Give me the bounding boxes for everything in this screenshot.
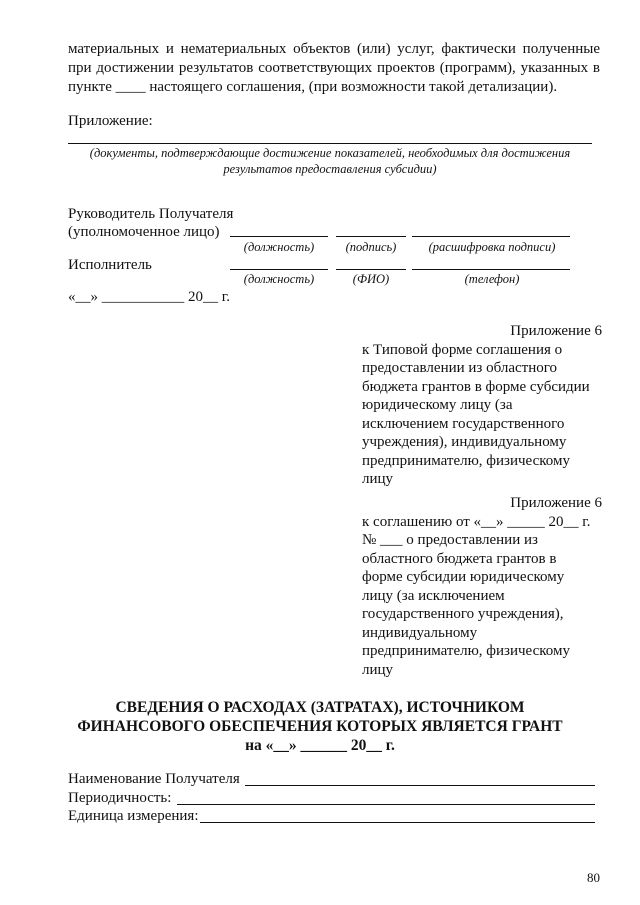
head-signature-line [336,236,406,237]
annex-agreement-line: № ___ о предоставлении из [362,532,538,548]
annex-typical-line: предоставлении из областного [362,360,558,376]
head-decoding-line [412,236,570,237]
report-title-date: на «__» ______ 20__ г. [245,737,395,754]
annex-typical-line: учреждения), индивидуальному [362,434,567,450]
executor-phone-line [412,269,570,270]
annex-agreement-block [362,494,602,679]
position-caption: (должность) [243,240,315,254]
intro-line-3: пункте ____ настоящего соглашения, (при возможности такой детализации). [68,79,558,95]
executor-position-caption: (должность) [243,272,315,286]
annex-agreement-line: государственного учреждения), [362,606,564,622]
attachment-note-line-1: (документы, подтверждающие достижение показателей, необходимых для достижения [89,146,571,160]
executor-position-line [230,269,328,270]
attachment-note-line-2: результатов предоставления субсидии) [223,162,437,176]
annex-agreement-line: лицу (за исключением [362,587,505,604]
annex-typical-line: лицу [362,471,394,487]
report-title-line-2: ФИНАНСОВОГО ОБЕСПЕЧЕНИЯ КОТОРЫХ ЯВЛЯЕТСЯ ГРАНТ [77,718,563,735]
decoding-caption: (расшифровка подписи) [428,240,556,254]
annex-agreement-line: предпринимателю, физическому [362,643,570,659]
annex-agreement-title: Приложение 6 [510,495,602,511]
signature-caption: (подпись) [345,240,397,254]
head-label-line-2: (уполномоченное лицо) [68,224,220,240]
intro-line-1: материальных и нематериальных объектов (или) услуг, фактически полученные [68,41,600,57]
periodicity-label: Периодичность: [68,790,172,806]
report-title-line-1: СВЕДЕНИЯ О РАСХОДАХ (ЗАТРАТАХ), ИСТОЧНИКОМ [115,699,525,716]
head-label-line-1: Руководитель Получателя [68,206,234,222]
annex-typical-line: к Типовой форме соглашения о [362,341,563,358]
phone-caption: (телефон) [464,272,520,286]
periodicity-field-line [177,804,595,805]
annex-typical-line: исключением государственного [362,415,565,432]
unit-field-line [200,822,595,823]
unit-label: Единица измерения: [68,808,199,824]
annex-typical-line: юридическому лицу (за [362,397,513,413]
annex-typical-line: предпринимателю, физическому [362,452,570,469]
annex-agreement-line: областного бюджета грантов в [362,550,557,567]
attachment-label: Приложение: [68,113,153,129]
annex-typical-title: Приложение 6 [510,323,602,339]
annex-agreement-line: форме субсидии юридическому [362,569,565,585]
executor-label: Исполнитель [68,257,152,273]
attachment-underline [68,143,592,144]
fio-caption: (ФИО) [352,272,390,286]
annex-typical-block [362,322,602,489]
annex-agreement-line: к соглашению от «__» _____ 20__ г. [362,513,591,530]
recipient-label: Наименование Получателя [68,771,240,787]
page-number: 80 [587,870,600,885]
signature-date: «__» ___________ 20__ г. [68,289,230,305]
intro-line-2: при достижении результатов соответствующих проектов (программ), указанных в [68,60,600,76]
annex-agreement-line: лицу [362,661,394,678]
recipient-field-line [245,785,595,786]
executor-fio-line [336,269,406,270]
head-position-line [230,236,328,237]
annex-typical-line: бюджета грантов в форме субсидии [362,378,590,395]
annex-agreement-line: индивидуальному [362,624,478,641]
